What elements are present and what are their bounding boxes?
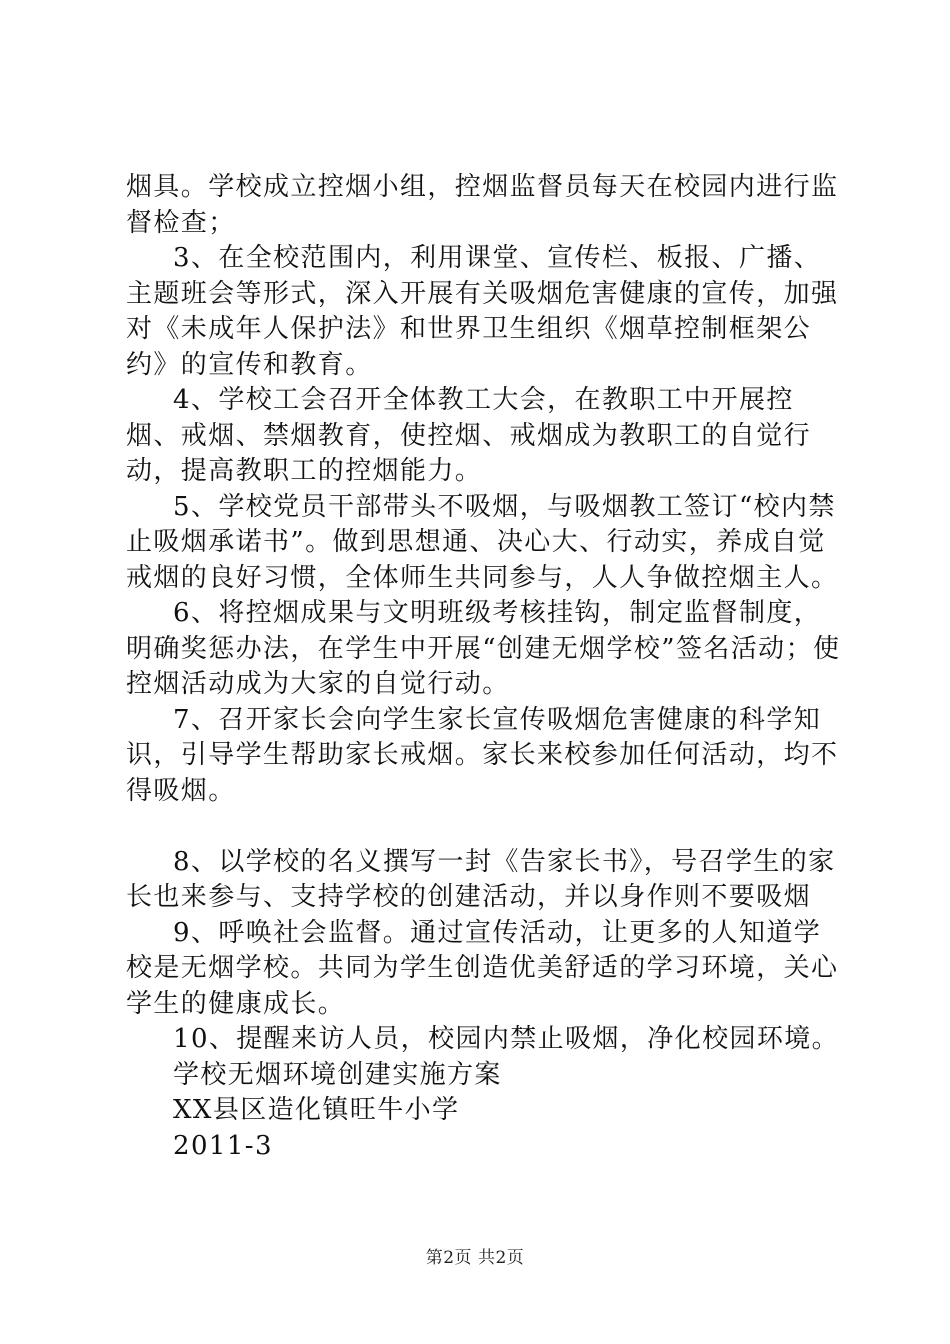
paragraph-item-10: 10、提醒来访人员，校园内禁止吸烟，净化校园环境。 bbox=[173, 1024, 840, 1054]
closing-date: 2011-3 bbox=[173, 1130, 273, 1161]
paragraph-item-8: 8、以学校的名义撰写一封《告家长书》，号召学生的家长也来参与、支持学校的创建活动，并以身作则不要吸烟 bbox=[126, 846, 836, 912]
paragraph-continued: 烟具。学校成立控烟小组，控烟监督员每天在校园内进行监督检查； bbox=[126, 172, 839, 238]
paragraph-item-4: 4、学校工会召开全体教工大会，在教职工中开展控烟、戒烟、禁烟教育，使控烟、戒烟成为教职工的自觉行动，提高教职工的控烟能力。 bbox=[126, 385, 812, 486]
closing-school: XX县区造化镇旺牛小学 bbox=[173, 1095, 460, 1125]
paragraph-item-7: 7、召开家长会向学生家长宣传吸烟危害健康的科学知识，引导学生帮助家长戒烟。家长来校参加任何活动，均不得吸烟。 bbox=[126, 704, 839, 806]
document-body bbox=[126, 170, 846, 1164]
paragraph-item-9: 9、呼唤社会监督。通过宣传活动，让更多的人知道学校是无烟学校。共同为学生创造优美舒适的学习环境，关心学生的健康成长。 bbox=[126, 917, 839, 1019]
paragraph-item-5: 5、学校党员干部带头不吸烟，与吸烟教工签订“校内禁止吸烟承诺书”。做到思想通、决心大、行动实，养成自觉戒烟的良好习惯，全体师生共同参与，人人争做控烟主人。 bbox=[126, 491, 839, 593]
closing-title: 学校无烟环境创建实施方案 bbox=[173, 1059, 502, 1090]
paragraph-item-3: 3、在全校范围内，利用课堂、宣传栏、板报、广播、主题班会等形式，深入开展有关吸烟危害健康的宣传，加强对《未成年人保护法》和世界卫生组织《烟草控制框架公约》的宣传和教育。 bbox=[126, 243, 839, 380]
page-footer: 第2页 共2页 bbox=[425, 1248, 525, 1268]
paragraph-item-6: 6、将控烟成果与文明班级考核挂钩，制定监督制度，明确奖惩办法，在学生中开展“创建无烟学校”签名活动；使控烟活动成为大家的自觉行动。 bbox=[126, 598, 841, 699]
